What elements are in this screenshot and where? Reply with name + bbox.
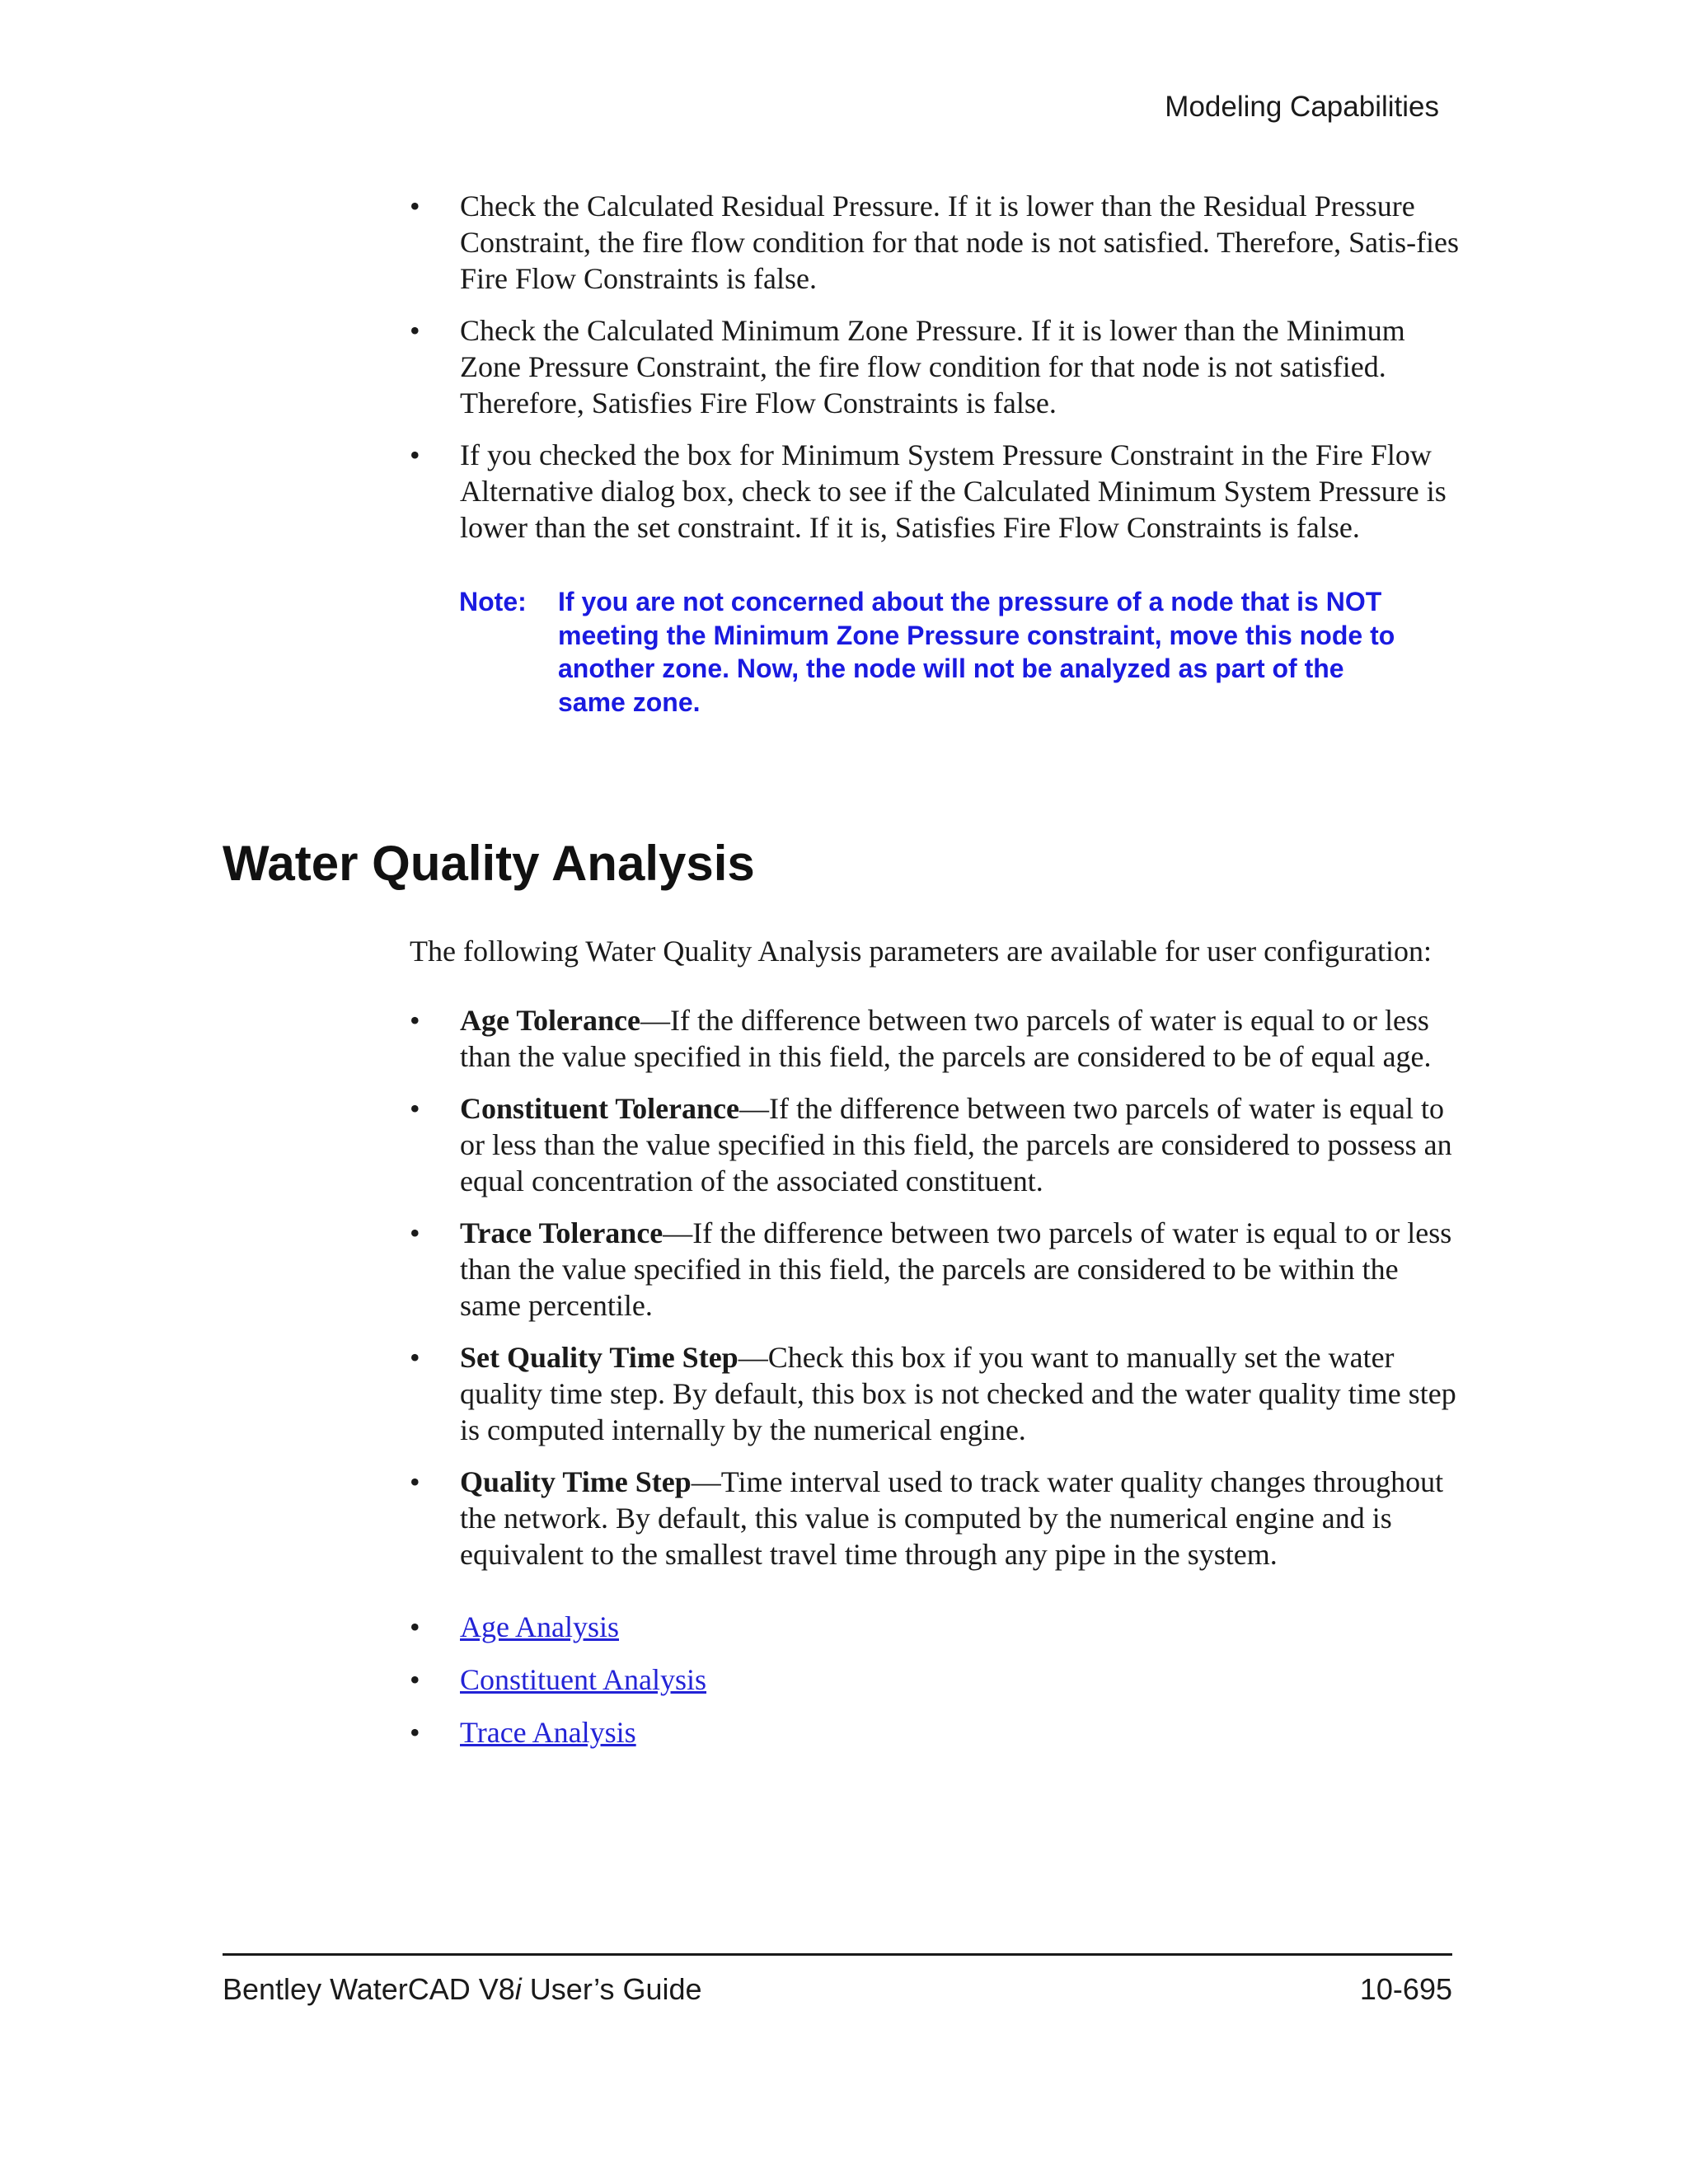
bullet-icon: • <box>410 1716 420 1749</box>
footer-title-suffix: User’s Guide <box>521 1972 702 2006</box>
parameter-item <box>410 1002 1465 1075</box>
list-item <box>410 188 1465 297</box>
parameter-description: —If the difference between two parcels of water is equal to or less than the value specified in this field, the parcels are considered to be within the same percentile. <box>460 1216 1452 1322</box>
list-item <box>410 437 1465 546</box>
parameter-term: Trace Tolerance <box>460 1216 663 1249</box>
parameter-term: Set Quality Time Step <box>460 1341 738 1374</box>
running-header: Modeling Capabilities <box>1165 91 1439 123</box>
footer-title-prefix: Bentley WaterCAD V8 <box>223 1972 515 2006</box>
list-item <box>410 312 1465 421</box>
parameter-item <box>410 1215 1465 1324</box>
page-number: 10-695 <box>1359 1972 1452 2006</box>
parameter-item <box>410 1090 1465 1199</box>
bullet-icon: • <box>410 314 420 347</box>
list-item-text: Check the Calculated Residual Pressure. If it is lower than the Residual Pressure Constraint, the fire flow condition for that node is not satisfied. Therefore, Satis-fies Fire Flow Constraints is false. <box>460 190 1460 295</box>
list-item-text: Check the Calculated Minimum Zone Pressure. If it is lower than the Minimum Zone Pressure Constraint, the fire flow condition for that node is not satisfied. Therefore, Satisfies Fire Flow Constraints is false. <box>460 314 1405 419</box>
bullet-icon: • <box>410 1216 420 1249</box>
parameter-item <box>410 1339 1465 1448</box>
constituent-analysis-link[interactable]: Constituent Analysis <box>460 1663 707 1696</box>
section-heading: Water Quality Analysis <box>223 836 755 891</box>
bullet-icon: • <box>410 438 420 471</box>
link-item <box>410 1661 1465 1698</box>
footer-divider <box>223 1953 1452 1956</box>
note-callout <box>459 585 1407 719</box>
age-analysis-link[interactable]: Age Analysis <box>460 1610 619 1643</box>
link-item <box>410 1714 1465 1750</box>
note-label: Note: <box>459 587 527 616</box>
bullet-icon: • <box>410 190 420 223</box>
bullet-icon: • <box>410 1663 420 1696</box>
bullet-icon: • <box>410 1610 420 1643</box>
parameter-description: —If the difference between two parcels of water is equal to or less than the value specified in this field, the parcels are considered to be of equal age. <box>460 1004 1432 1073</box>
bullet-icon: • <box>410 1341 420 1374</box>
parameter-description: —Time interval used to track water quality changes throughout the network. By default, this value is computed by the numerical engine and is equivalent to the smallest travel time through any pipe in the system. <box>460 1465 1444 1571</box>
parameter-term: Age Tolerance <box>460 1004 640 1037</box>
trace-analysis-link[interactable]: Trace Analysis <box>460 1716 636 1749</box>
link-item <box>410 1609 1465 1645</box>
fire-flow-check-list <box>410 188 1465 546</box>
parameter-item <box>410 1464 1465 1572</box>
parameter-description: —If the difference between two parcels of water is equal to or less than the value specified in this field, the parcels are considered to possess an equal concentration of the associated constituent. <box>460 1092 1452 1197</box>
parameter-term: Quality Time Step <box>460 1465 692 1498</box>
list-item-text: If you checked the box for Minimum System Pressure Constraint in the Fire Flow Alternative dialog box, check to see if the Calculated Minimum System Pressure is lower than the set constraint. If it is, Satisfies Fire Flow Constraints is false. <box>460 438 1447 544</box>
note-text: If you are not concerned about the pressure of a node that is NOT meeting the Minimum Zone Pressure constraint, move this node to another zone. Now, the node will not be analyzed as part of the same zone. <box>558 587 1395 717</box>
parameter-term: Constituent Tolerance <box>460 1092 740 1125</box>
bullet-icon: • <box>410 1092 420 1125</box>
footer-book-title <box>223 1972 702 2007</box>
bullet-icon: • <box>410 1465 420 1498</box>
parameter-description: —Check this box if you want to manually set the water quality time step. By default, this box is not checked and the water quality time step is computed internally by the numerical engine. <box>460 1341 1456 1446</box>
bullet-icon: • <box>410 1004 420 1037</box>
related-topics-list <box>410 1609 1465 1750</box>
footer-title-italic: i <box>514 1972 522 2006</box>
section-intro: The following Water Quality Analysis parameters are available for user configuration: <box>410 935 1432 968</box>
parameter-list <box>410 1002 1465 1572</box>
